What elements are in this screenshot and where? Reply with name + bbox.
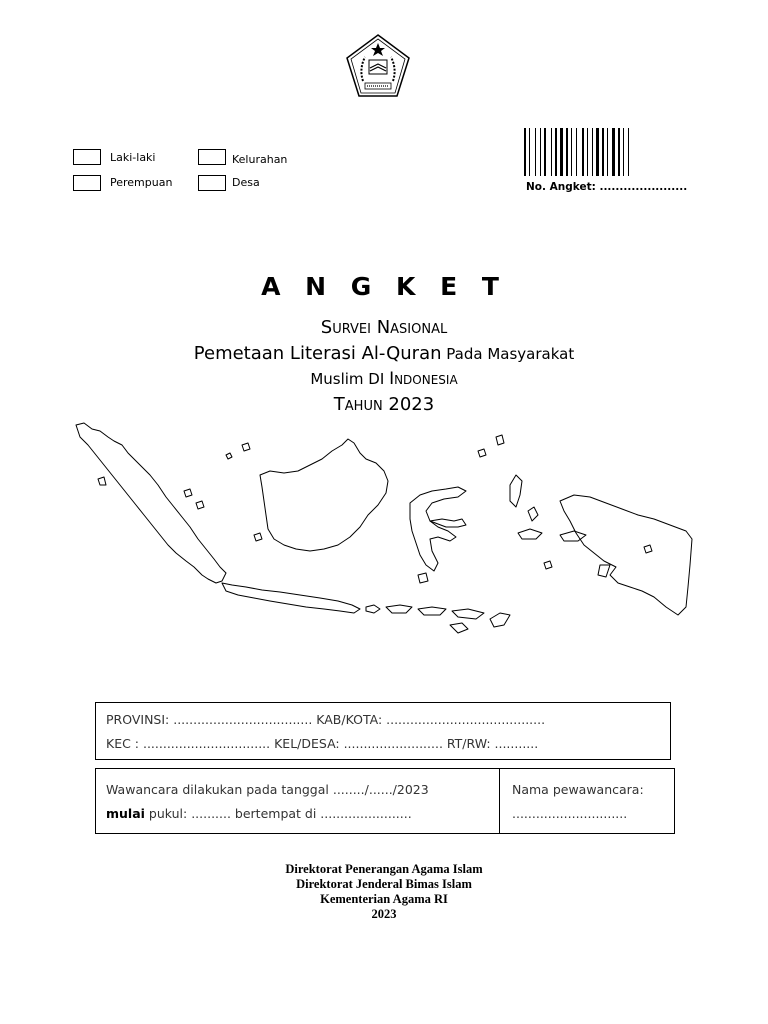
interview-start-rest: pukul: .......... bertempat di ....................... — [144, 806, 412, 821]
subtitle-scope-country: Indonesia — [389, 369, 458, 389]
footer-line-directorate-general: Direktorat Jenderal Bimas Islam — [296, 877, 472, 891]
checkbox-label-perempuan: Perempuan — [110, 176, 173, 189]
kementerian-agama-emblem-icon — [345, 33, 411, 99]
location-form-line1[interactable]: PROVINSI: ................................... KAB/KOTA: ........................................ — [106, 712, 546, 727]
page-title: A N G K E T — [261, 272, 507, 301]
interviewer-label: Nama pewawancara: — [512, 782, 644, 797]
checkbox-perempuan[interactable] — [73, 175, 101, 191]
checkbox-laki-laki[interactable] — [73, 149, 101, 165]
checkbox-label-laki-laki: Laki-laki — [110, 151, 156, 164]
questionnaire-number-field[interactable]: No. Angket: ...................... — [526, 181, 688, 193]
interview-start-label: mulai — [106, 806, 145, 821]
subtitle-mapping-tail: Pada Masyarakat — [441, 345, 575, 363]
subtitle-scope-head: Muslim DI — [310, 370, 390, 388]
checkbox-desa[interactable] — [198, 175, 226, 191]
interview-start-field[interactable] — [106, 806, 412, 821]
interview-form — [95, 768, 675, 834]
form-divider — [499, 769, 500, 833]
barcode-icon — [524, 128, 686, 176]
footer-line-ministry: Kementerian Agama RI — [320, 892, 448, 906]
checkbox-kelurahan[interactable] — [198, 149, 226, 165]
location-form — [95, 702, 671, 760]
interview-date-field[interactable]: Wawancara dilakukan pada tanggal ......../....../2023 — [106, 782, 429, 797]
subtitle-mapping — [0, 343, 768, 364]
checkbox-label-kelurahan: Kelurahan — [232, 153, 288, 166]
indonesia-map-icon — [70, 415, 700, 650]
subtitle-mapping-main: Pemetaan Literasi Al-Quran — [193, 343, 442, 364]
location-form-line2[interactable]: KEC : ................................ KEL/DESA: ......................... RT/RW: ........... — [106, 736, 539, 751]
subtitle-scope — [0, 369, 768, 389]
footer-line-year: 2023 — [371, 907, 397, 921]
interviewer-name-field[interactable]: ............................. — [512, 806, 628, 821]
footer-line-directorate: Direktorat Penerangan Agama Islam — [285, 862, 483, 876]
subtitle-survey: Survei Nasional — [320, 317, 448, 338]
publisher-footer — [0, 862, 768, 922]
subtitle-year: Tahun 2023 — [333, 394, 435, 415]
checkbox-label-desa: Desa — [232, 176, 260, 189]
